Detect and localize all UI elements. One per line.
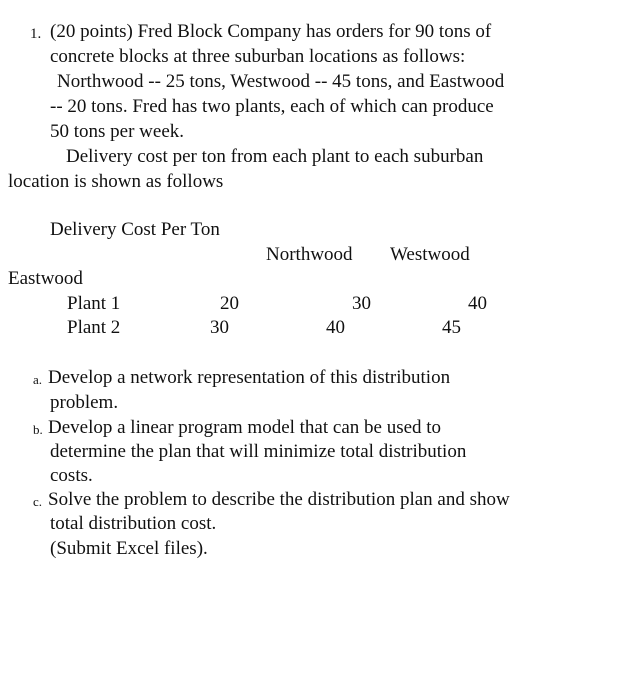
column-header-westwood: Westwood [390, 244, 470, 265]
subquestion-c-line-2: total distribution cost. [50, 513, 217, 534]
question-number: 1. [30, 26, 42, 42]
subquestion-c-line-3: (Submit Excel files). [50, 538, 208, 559]
row-label-plant-2: Plant 2 [67, 317, 121, 338]
subquestion-c-letter: c. [33, 494, 43, 509]
subquestion-b-line-3: costs. [50, 465, 93, 486]
subquestion-b-line-2: determine the plan that will minimize total distribution [50, 441, 467, 462]
cell-plant-2-westwood: 40 [326, 317, 345, 338]
intro-line-1: (20 points) Fred Block Company has orders for 90 tons of [50, 21, 492, 42]
cell-plant-1-westwood: 30 [352, 293, 371, 314]
cell-plant-1-northwood: 20 [220, 293, 239, 314]
delivery-line-1: Delivery cost per ton from each plant to each suburban [66, 146, 484, 167]
intro-line-5: 50 tons per week. [50, 121, 185, 142]
cost-table-title: Delivery Cost Per Ton [50, 219, 220, 240]
subquestion-a-letter: a. [33, 372, 43, 387]
subquestion-b-letter: b. [33, 422, 43, 437]
subquestion-a-line-1: Develop a network representation of this distribution [48, 367, 451, 388]
cell-plant-2-eastwood: 45 [442, 317, 461, 338]
intro-line-4: -- 20 tons. Fred has two plants, each of which can produce [50, 96, 494, 117]
subquestion-c-line-1: Solve the problem to describe the distribution plan and show [48, 489, 510, 510]
column-header-eastwood: Eastwood [8, 268, 83, 289]
column-header-northwood: Northwood [266, 244, 353, 265]
intro-line-2: concrete blocks at three suburban locations as follows: [50, 46, 466, 67]
subquestion-a-line-2: problem. [50, 392, 119, 413]
delivery-line-2: location is shown as follows [8, 171, 224, 192]
row-label-plant-1: Plant 1 [67, 293, 121, 314]
subquestion-b-line-1: Develop a linear program model that can be used to [48, 417, 442, 438]
cell-plant-1-eastwood: 40 [468, 293, 487, 314]
intro-line-3: Northwood -- 25 tons, Westwood -- 45 tons, and Eastwood [57, 71, 505, 92]
cell-plant-2-northwood: 30 [210, 317, 229, 338]
